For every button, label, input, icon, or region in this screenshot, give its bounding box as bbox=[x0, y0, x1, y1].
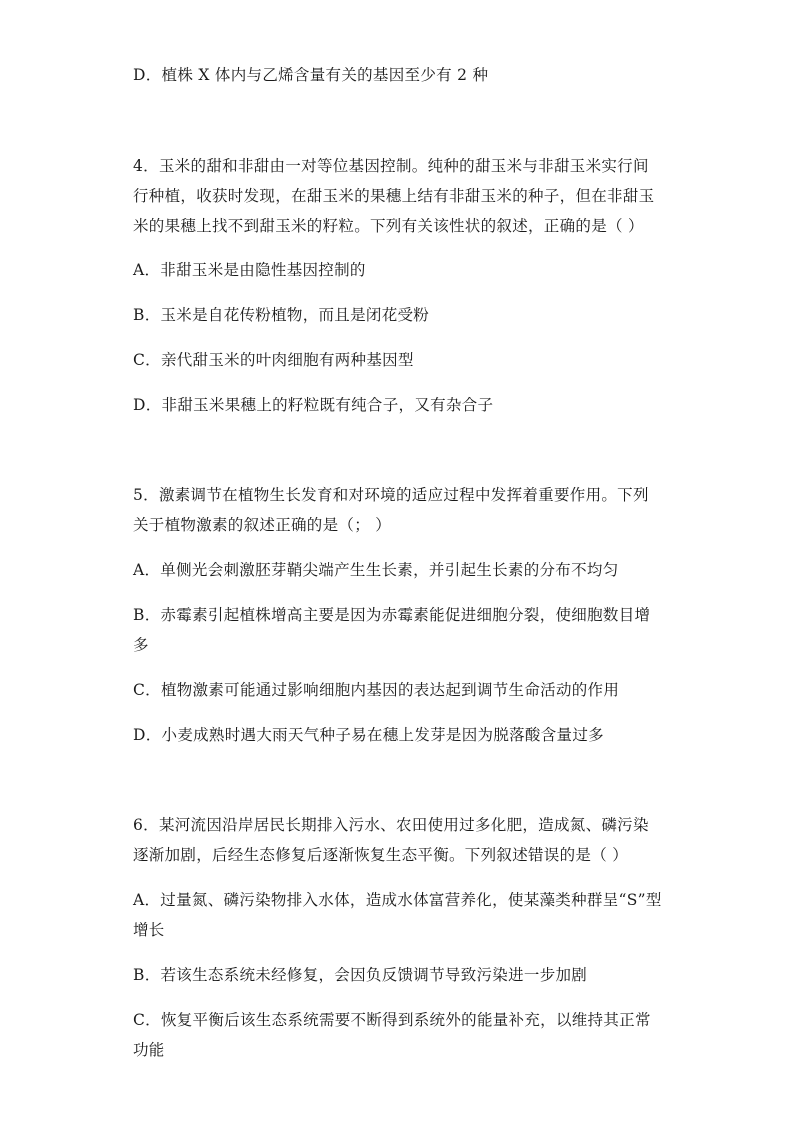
q6-option-c-cont: 功能 bbox=[133, 1041, 165, 1059]
q5-option-b-cont: 多 bbox=[133, 636, 149, 654]
q6-option-a-cont: 增长 bbox=[133, 921, 165, 939]
q4-option-b: B．玉米是自花传粉植物，而且是闭花受粉 bbox=[133, 306, 430, 324]
q5-option-b: B．赤霉素引起植株增高主要是因为赤霉素能促进细胞分裂，使细胞数目增 bbox=[133, 606, 651, 624]
q4-option-d: D．非甜玉米果穗上的籽粒既有纯合子，又有杂合子 bbox=[133, 396, 494, 414]
q4-stem-line-1: 4．玉米的甜和非甜由一对等位基因控制。纯种的甜玉米与非甜玉米实行间 bbox=[133, 157, 649, 175]
q6-option-c: C．恢复平衡后该生态系统需要不断得到系统外的能量补充，以维持其正常 bbox=[133, 1011, 651, 1029]
q4-stem-line-2: 行种植，收获时发现，在甜玉米的果穗上结有非甜玉米的种子，但在非甜玉 bbox=[133, 187, 655, 205]
q6-stem-line-2: 逐渐加剧，后经生态修复后逐渐恢复生态平衡。下列叙述错误的是（ ） bbox=[133, 846, 629, 864]
q5-option-c: C．植物激素可能通过影响细胞内基因的表达起到调节生命活动的作用 bbox=[133, 681, 620, 699]
q5-option-d: D．小麦成熟时遇大雨天气种子易在穗上发芽是因为脱落酸含量过多 bbox=[133, 726, 604, 744]
q5-stem-line-1: 5．激素调节在植物生长发育和对环境的适应过程中发挥着重要作用。下列 bbox=[133, 486, 649, 504]
q5-option-a: A．单侧光会刺激胚芽鞘尖端产生生长素，并引起生长素的分布不均匀 bbox=[133, 561, 619, 579]
q4-option-a: A．非甜玉米是由隐性基因控制的 bbox=[133, 261, 366, 279]
q3-option-d: D．植株 X 体内与乙烯含量有关的基因至少有 2 种 bbox=[133, 66, 489, 84]
q6-stem-line-1: 6．某河流因沿岸居民长期排入污水、农田使用过多化肥，造成氮、磷污染 bbox=[133, 816, 649, 834]
q6-option-a: A．过量氮、磷污染物排入水体，造成水体富营养化，使某藻类种群呈“S”型 bbox=[133, 891, 662, 909]
q4-stem-line-3: 米的果穗上找不到甜玉米的籽粒。下列有关该性状的叙述，正确的是（ ） bbox=[133, 217, 644, 235]
q5-stem-line-2: 关于植物激素的叙述正确的是（； ） bbox=[133, 516, 392, 534]
q4-option-c: C．亲代甜玉米的叶肉细胞有两种基因型 bbox=[133, 351, 414, 369]
q6-option-b: B．若该生态系统未经修复，会因负反馈调节导致污染进一步加剧 bbox=[133, 966, 588, 984]
